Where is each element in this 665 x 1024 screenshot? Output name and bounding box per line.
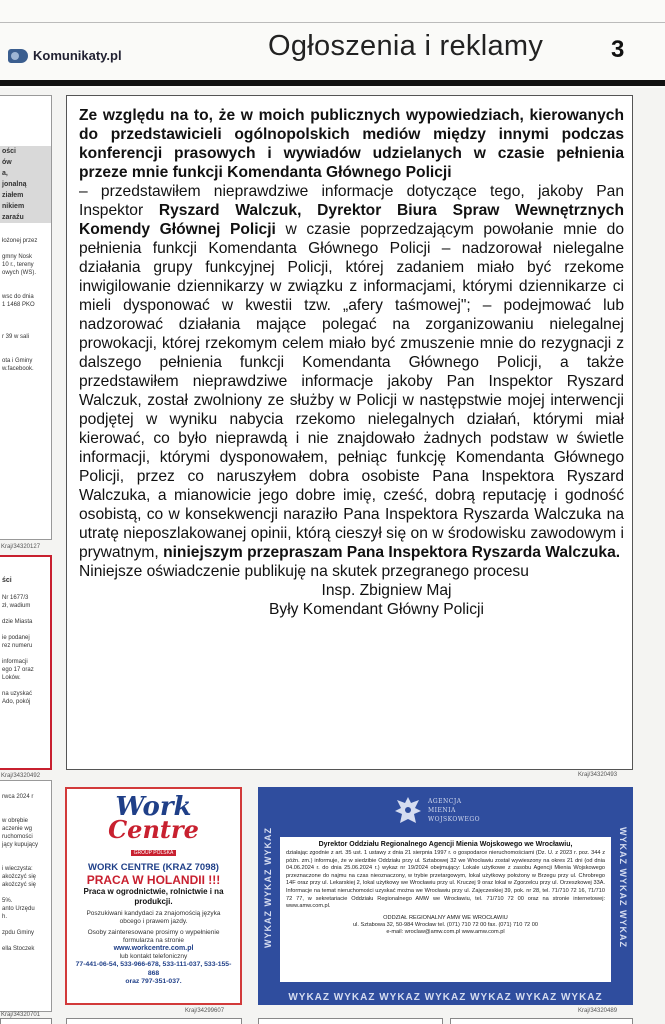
left-column-ad-1 — [0, 95, 52, 540]
fragment-text: rwca 2024 r — [2, 794, 34, 800]
amw-footer-line: e-mail: wroclaw@amw.com.pl www.amw.com.pl — [386, 928, 505, 935]
fragment-text: ziałem — [2, 192, 24, 199]
work-centre-subheadline: Praca w ogrodnictwie, rolnictwie i na produkcji. — [83, 887, 224, 906]
col1-bold-block — [0, 146, 51, 223]
fragment-text: jący kupujący — [2, 842, 39, 848]
apology-statement — [66, 95, 633, 770]
fragment-text: i wieczysta: — [2, 866, 33, 872]
left-column-ad-2 — [0, 555, 52, 770]
wykaz-side-right: WYKAZ WYKAZ WYKAZ — [618, 827, 628, 948]
fragment-text: ów — [2, 159, 12, 166]
fragment-text: w obrębie — [2, 818, 29, 824]
signer-name: Insp. Zbigniew Maj — [321, 582, 452, 599]
fragment-text — [0, 626, 50, 634]
fragment-text: ruchomości — [2, 834, 33, 840]
fragment-text: zaraźu — [2, 214, 24, 221]
amw-footer — [286, 915, 605, 936]
fragment-text: aczenie wg — [2, 826, 33, 832]
fragment-text — [0, 650, 50, 658]
next-ad-edge — [258, 1018, 443, 1024]
fragment-text: łożonej przez — [2, 238, 38, 244]
work-centre-recruit: Poszukiwani kandydaci za znajomością języka obcego i prawem jazdy. — [86, 910, 221, 925]
fragment-text: Ado, pokój — [2, 699, 31, 705]
fragment-text: akożczyć się — [2, 874, 37, 880]
logo-text: Komunikaty.pl — [33, 48, 122, 63]
fragment-text — [0, 245, 51, 253]
page-number: 3 — [611, 36, 625, 63]
fragment-text — [0, 610, 50, 618]
amw-footer-line: ul. Sztabowa 32, 50-984 Wrocław tel. (071) 710 72 00 fax. (071) 710 72 00 — [353, 921, 538, 928]
amw-title: Dyrektor Oddziału Regionalnego Agencji Mienia Wojskowego we Wrocławiu, — [318, 841, 573, 848]
fragment-text — [0, 586, 50, 594]
fragment-text: dzie Miasta — [2, 619, 33, 625]
fragment-text: h. — [2, 914, 8, 920]
amw-org-name — [428, 797, 480, 824]
fragment-text: informacji — [2, 659, 28, 665]
next-ad-edge — [0, 1018, 52, 1024]
amw-notice-body — [280, 837, 611, 982]
site-logo[interactable] — [8, 48, 122, 63]
fragment-text: w.facebook. — [2, 366, 34, 372]
ad-code: Kraj/34320127 — [1, 544, 41, 550]
page-header — [0, 0, 665, 88]
fragment-text: wsc do dnia — [2, 294, 34, 300]
work-centre-contact-intro: lub kontakt telefoniczny — [119, 953, 188, 960]
apology-closing: Niniejsze oświadczenie publikuję na skutek przegranego procesu — [79, 563, 529, 580]
fragment-text — [0, 937, 51, 945]
fragment-text: na uzyskać — [2, 691, 33, 697]
work-centre-phones-tail: oraz 797-351-037. — [125, 978, 182, 985]
fragment-text — [0, 809, 51, 817]
next-ad-edge — [66, 1018, 242, 1024]
work-centre-phones: 77-441-06-54, 533-966-678, 533-111-037, 533-155-868 — [75, 961, 232, 977]
fragment-text: r 39 w sali — [2, 334, 30, 340]
work-centre-logo-tag: GROUP POLSKA — [131, 850, 177, 856]
fragment-text — [0, 921, 51, 929]
fragment-text: gmny Nosk — [2, 254, 33, 260]
fragment-text: zł, wadium — [2, 603, 31, 609]
ad-code: Kraj/34299607 — [185, 1008, 225, 1014]
ad-code: Kraj/34320489 — [578, 1008, 618, 1014]
fragment-text: anto Urzędu — [2, 906, 35, 912]
apology-lead: Ze względu na to, że w moich publicznych wypowiedziach, kierowanych do przedstawicieli ogólnopolskich mediów między innymi podczas konferencji prasowych i wywiadów udzielanych w czasie pełnienia przeze mnie funkcji Komendanta Głównego Policji — [79, 107, 624, 181]
wykaz-bottom-strip: WYKAZ WYKAZ WYKAZ WYKAZ WYKAZ WYKAZ WYKAZ — [288, 992, 603, 1003]
fragment-text — [0, 285, 51, 293]
fragment-text: ego 17 oraz — [2, 667, 34, 673]
fragment-text: ie podanej — [2, 635, 30, 641]
work-centre-company: WORK CENTRE (KRAZ 7098) — [88, 862, 219, 873]
fragment-text — [0, 857, 51, 865]
megaphone-icon — [8, 49, 28, 63]
header-top-line — [0, 22, 665, 23]
header-rule — [0, 80, 665, 86]
amw-body-text: działając zgodnie z art. 35 ust. 1 ustawy z dnia 21 sierpnia 1997 r. o gospodarce nieruchomościami (Dz. U. z 2023 r. poz. 344 z późn. zm.) informuje, że w siedzibie Oddziału przy ul. Sztabowej 32 we Wrocławiu został wywieszony na okres 21 dni (od dnia 04.06.2024 r. do dnia 25.06.2024 r.) wykaz nr 19/2024 obejmujący: Lokale użytkowe z zasobu Agencji Mienia Wojskowego przeznaczone do najmu na czas nieoznaczony, w trybie przetargowym, lokal użytkowy położony w Brzegu przy ul. Chrobrego 14F oraz przy ul. Lekarskiej 2, lokal użytkowy we Wrocławiu przy ul. Kruczej 9 oraz lokal w Zgorzelcu przy ul. Orzeszkowej 33A. Informacje na temat nieruchomości uzyskać można we Wrocławiu przy ul. Zajęczeskiej 39, pok. nr 28, tel. 71/710 72 16, 71/710 72 77, w sekretariacie Oddziału Regionalnego AMW we Wrocławiu, tel. 71/710 72 00 oraz na stronie internetowej: www.amw.com.pl. — [286, 850, 605, 910]
apology-text-2: w czasie poprzedzającym powołanie mnie do pełnienia funkcji Komendanta Głównego Policji – nadzorował nielegalne działania grupy funkcyjnej Policji, której zadaniem miało być rzekome inwigilowanie dziennikarzy w związku z informacjami, którymi dziennikarze ci mieli dysponować w kwestii tzw. „afery taśmowej"; – podejmować lub nadzorować działania mające polegać na zorganizowaniu nielegalnej prowokacji, której rzekomym celem miało być zmuszenie mnie do rezygnacji z dalszego pełnienia funkcji Komendanta Głównego Policji, a także przedstawiłem nieprawdziwe informacje jakoby Pan Inspektor Ryszard Walczuk, został zwolniony ze służby w Policji w następstwie mojej interwencji podjętej w wyniku nabycia rzekomo nielegalnych działań, którymi miał kierować, co było nieprawdą i nie znajdowało żadnych podstaw w świetle informacji, którymi dysponowałem, pełniąc funkcję Komendanta Głównego Policji, przez co naruszyłem dobra osobiste Pana Inspektora Ryszard Walczuka, a mianowicie jego dobre imię, cześć, dobrą reputację i godność osobistą, co w konsekwencji naraziło Pana Inspektora Ryszarda Walczuka na utratę nieposzlakowanej opinii, którą cieszył się on w środowisku zawodowym i prywatnym, — [79, 221, 624, 561]
fragment-text — [0, 849, 51, 857]
fragment-text: a, — [2, 170, 8, 177]
apology-bold-name: Ryszard Walczuk, Dyrektor Biura Spraw Wewnętrznych Komendy Głównej Policji — [79, 202, 624, 238]
signer-title: Były Komendant Główny Policji — [269, 601, 484, 618]
fragment-text — [0, 889, 51, 897]
fragment-text — [0, 682, 50, 690]
amw-org-line: WOJSKOWEGO — [428, 816, 481, 823]
ad-code: Kraj/34320493 — [578, 772, 618, 778]
fragment-text: ości — [2, 148, 17, 155]
fragment-text: zpdu Gminy — [2, 930, 35, 936]
work-centre-logo-line2: Centre — [108, 815, 199, 844]
fragment-text: 5%. — [2, 898, 13, 904]
work-centre-ad — [65, 787, 242, 1005]
apology-text-1: – przedstawiłem nieprawdziwe informacje dotyczące tego, jakoby Pan Inspektor — [79, 183, 624, 219]
fragment-text — [0, 349, 51, 357]
fragment-text — [0, 277, 51, 285]
work-centre-invite: Osoby zainteresowane prosimy o wypełnienie formularza na stronie — [87, 929, 220, 944]
fragment-text: 10 r., tereny — [2, 262, 34, 268]
eagle-emblem-icon — [393, 795, 423, 829]
fragment-text: ota i Gminy — [2, 358, 33, 364]
work-centre-headline: PRACA W HOLANDII !!! — [86, 873, 221, 887]
fragment-text — [0, 325, 51, 333]
fragment-text: Nr 1677/3 — [2, 595, 29, 601]
amw-notice-ad — [258, 787, 633, 1005]
fragment-text: akożczyć się — [2, 882, 37, 888]
fragment-text: ella Stoczek — [2, 946, 35, 952]
fragment-text: jonalną — [2, 181, 27, 188]
fragment-text: rez numeru — [2, 643, 33, 649]
section-title: Ogłoszenia i reklamy — [268, 30, 544, 62]
fragment-text: 1 1468 PKO — [2, 302, 35, 308]
fragment-text: ści — [2, 577, 12, 584]
fragment-text — [0, 317, 51, 325]
fragment-text: owych (WS). — [2, 270, 37, 276]
amw-org-line: MIENIA — [428, 807, 456, 814]
work-centre-url[interactable]: www.workcentre.com.pl — [113, 945, 194, 952]
amw-footer-line: ODDZIAŁ REGIONALNY AMW WE WROCŁAWIU — [383, 914, 508, 921]
ad-code: Kraj/34320492 — [1, 773, 41, 779]
apology-bold-apology: niniejszym przepraszam Pana Inspektora Ryszarda Walczuka. — [163, 544, 621, 561]
apology-body — [79, 182, 624, 562]
left-column-ad-3 — [0, 780, 52, 1012]
fragment-text: Loków. — [2, 675, 21, 681]
fragment-text: nikiem — [2, 203, 25, 210]
ad-code: Kraj/34320701 — [1, 1012, 41, 1018]
col1-text-block — [0, 237, 51, 373]
fragment-text — [0, 801, 51, 809]
work-centre-logo-line1: Work — [115, 792, 192, 822]
fragment-text — [0, 309, 51, 317]
amw-org-line: AGENCJA — [428, 798, 462, 805]
wykaz-side-left: WYKAZ WYKAZ WYKAZ — [263, 827, 273, 948]
fragment-text — [0, 341, 51, 349]
next-ad-edge — [450, 1018, 633, 1024]
